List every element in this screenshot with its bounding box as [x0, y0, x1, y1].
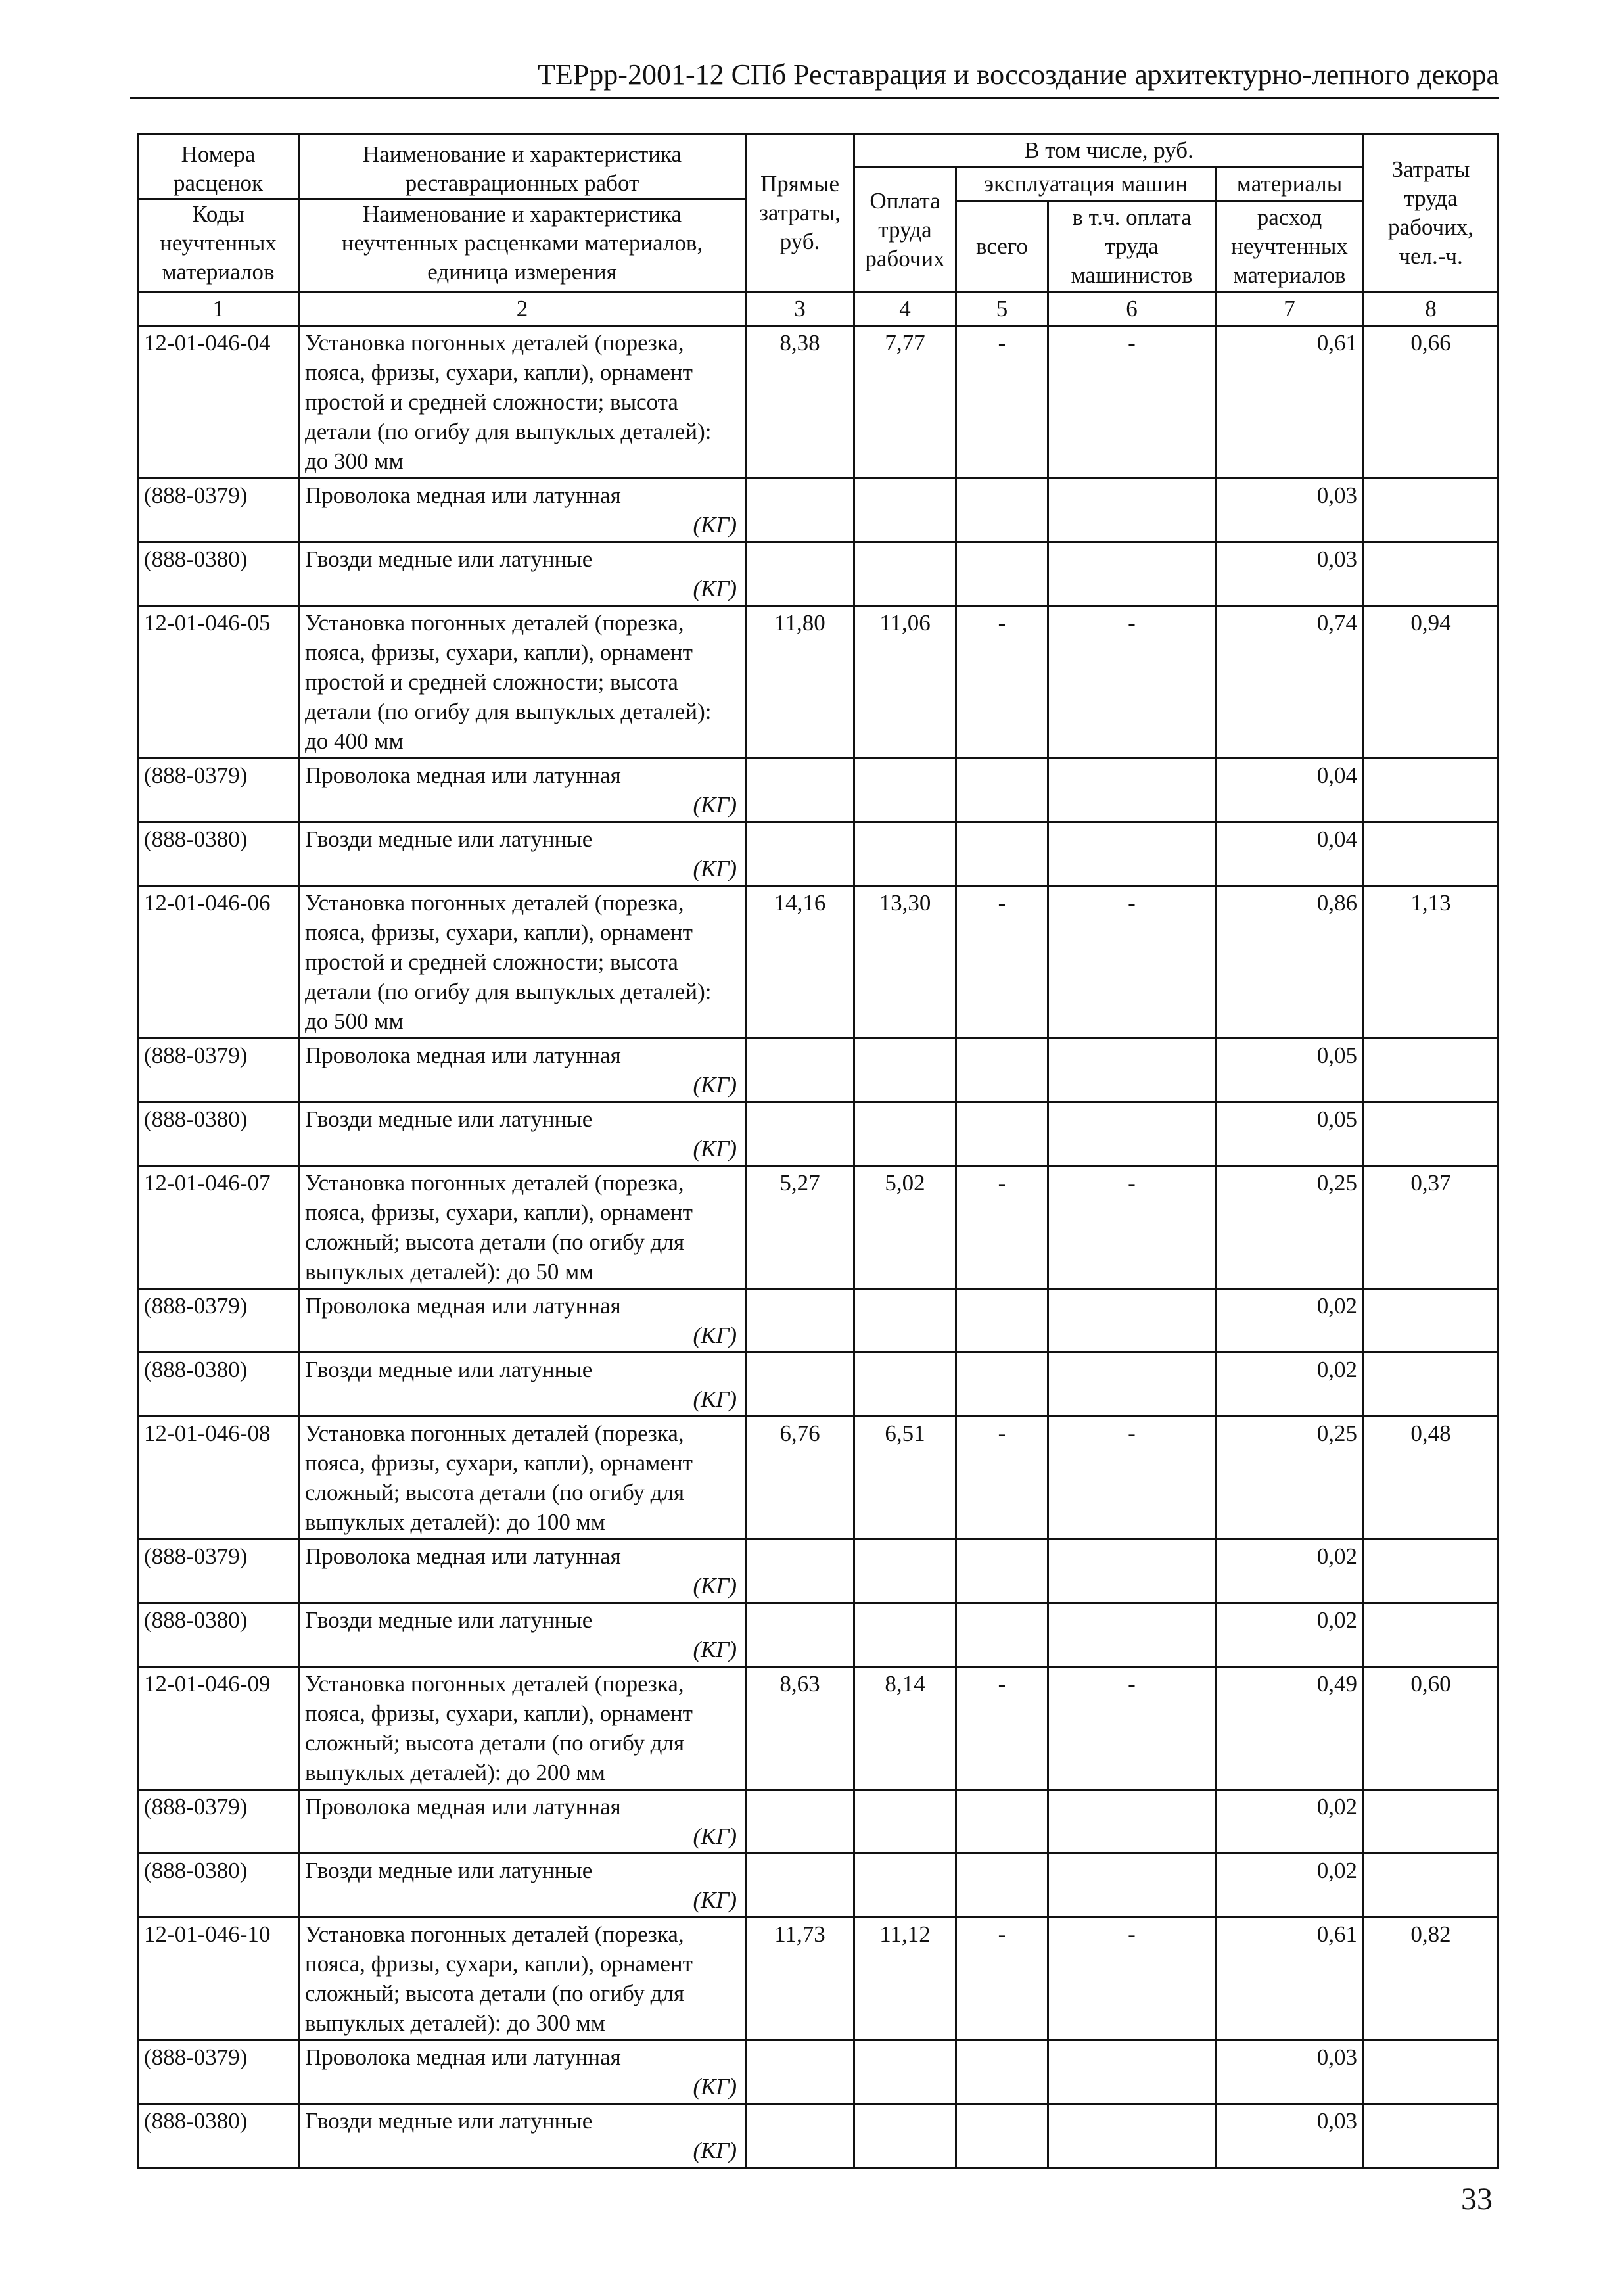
machine-cost: -: [956, 326, 1048, 479]
table-cell: [746, 1353, 854, 1417]
table-cell: [1048, 542, 1216, 606]
header-materialy: материалы: [1216, 168, 1364, 201]
machine-labor-cost: -: [1048, 1917, 1216, 2040]
material-unit: (КГ): [693, 856, 737, 881]
table-cell: [956, 822, 1048, 886]
header-rule: [130, 97, 1499, 99]
table-cell: [1364, 1102, 1498, 1166]
material-row: [138, 1353, 1498, 1417]
material-code: (888-0380): [138, 1854, 299, 1917]
labor-cost: 7,77: [854, 326, 956, 479]
rate-description: Установка погонных деталей (порезка, пояса, фризы, сухари, капли), орнамент простой и средней сложности; высота детали (по огибу для выпуклых деталей): до 400 мм: [299, 606, 746, 759]
table-cell: [854, 822, 956, 886]
material-name-cell: [299, 1289, 746, 1353]
table-cell: [956, 479, 1048, 542]
table-cell: [956, 1790, 1048, 1854]
material-unit: (КГ): [693, 1887, 737, 1913]
labor-cost: 8,14: [854, 1667, 956, 1790]
material-unit: (КГ): [693, 2138, 737, 2163]
material-unit: (КГ): [693, 512, 737, 538]
material-unit: (КГ): [693, 1573, 737, 1599]
table-cell: [1364, 1039, 1498, 1102]
material-row: [138, 822, 1498, 886]
table-cell: [746, 1790, 854, 1854]
material-quantity: 0,04: [1216, 822, 1364, 886]
labor-cost: 13,30: [854, 886, 956, 1039]
col-number: 8: [1364, 293, 1498, 326]
table-cell: [956, 1102, 1048, 1166]
table-cell: [1048, 1854, 1216, 1917]
material-quantity: 0,02: [1216, 1603, 1364, 1667]
rate-code: 12-01-046-09: [138, 1667, 299, 1790]
table-cell: [1364, 1289, 1498, 1353]
table-cell: [956, 542, 1048, 606]
material-name: Проволока медная или латунная: [305, 763, 621, 788]
table-row: [138, 886, 1498, 1039]
table-cell: [1048, 1539, 1216, 1603]
material-name: Гвозди медные или латунные: [305, 546, 593, 572]
material-unit: (КГ): [693, 1637, 737, 1662]
rate-description: Установка погонных деталей (порезка, пояса, фризы, сухари, капли), орнамент сложный; высота детали (по огибу для выпуклых деталей): до 100 мм: [299, 1417, 746, 1539]
material-code: (888-0380): [138, 1102, 299, 1166]
table-cell: [854, 1854, 956, 1917]
header-pryamye: Прямые затраты, руб.: [746, 134, 854, 293]
table-cell: [746, 1854, 854, 1917]
material-code: (888-0379): [138, 1539, 299, 1603]
material-quantity: 0,04: [1216, 759, 1364, 822]
material-name: Гвозди медные или латунные: [305, 2108, 593, 2134]
col-number: 6: [1048, 293, 1216, 326]
table-cell: [1048, 1289, 1216, 1353]
header-naim: Наименование и характеристика реставрационных работ: [362, 141, 682, 196]
table-cell: [854, 2104, 956, 2168]
machine-labor-cost: -: [1048, 1417, 1216, 1539]
table-cell: [956, 1289, 1048, 1353]
material-name-cell: [299, 1353, 746, 1417]
material-name: Проволока медная или латунная: [305, 1293, 621, 1319]
materials-cost: 0,25: [1216, 1166, 1364, 1289]
table-cell: [1364, 1854, 1498, 1917]
labor-hours: 0,48: [1364, 1417, 1498, 1539]
table-cell: [1364, 479, 1498, 542]
material-row: [138, 1603, 1498, 1667]
table-cell: [854, 1603, 956, 1667]
material-quantity: 0,03: [1216, 542, 1364, 606]
direct-cost: 11,80: [746, 606, 854, 759]
machine-cost: -: [956, 1917, 1048, 2040]
col-number: 7: [1216, 293, 1364, 326]
table-cell: [1364, 2040, 1498, 2104]
table-cell: [1048, 1102, 1216, 1166]
material-name: Проволока медная или латунная: [305, 482, 621, 508]
table-cell: [746, 1102, 854, 1166]
material-unit: (КГ): [693, 1386, 737, 1412]
rate-code: 12-01-046-06: [138, 886, 299, 1039]
material-row: [138, 759, 1498, 822]
table-cell: [746, 759, 854, 822]
table-row: [138, 326, 1498, 479]
table-cell: [956, 2104, 1048, 2168]
rate-description: Установка погонных деталей (порезка, пояса, фризы, сухари, капли), орнамент сложный; высота детали (по огибу для выпуклых деталей): до 300 мм: [299, 1917, 746, 2040]
machine-cost: -: [956, 606, 1048, 759]
labor-hours: 0,60: [1364, 1667, 1498, 1790]
table-cell: [1364, 822, 1498, 886]
material-row: [138, 479, 1498, 542]
material-name: Проволока медная или латунная: [305, 1543, 621, 1569]
table-row: [138, 1667, 1498, 1790]
table-cell: [956, 1603, 1048, 1667]
materials-cost: 0,74: [1216, 606, 1364, 759]
machine-labor-cost: -: [1048, 886, 1216, 1039]
machine-labor-cost: -: [1048, 1667, 1216, 1790]
direct-cost: 5,27: [746, 1166, 854, 1289]
table-cell: [1048, 1039, 1216, 1102]
table-cell: [746, 2040, 854, 2104]
material-code: (888-0380): [138, 822, 299, 886]
table-cell: [956, 1539, 1048, 1603]
labor-hours: 0,94: [1364, 606, 1498, 759]
table-cell: [746, 822, 854, 886]
material-code: (888-0379): [138, 1289, 299, 1353]
labor-cost: 6,51: [854, 1417, 956, 1539]
material-quantity: 0,02: [1216, 1539, 1364, 1603]
material-quantity: 0,03: [1216, 2040, 1364, 2104]
table-cell: [1048, 479, 1216, 542]
material-name: Гвозди медные или латунные: [305, 1858, 593, 1883]
rate-description: Установка погонных деталей (порезка, пояса, фризы, сухари, капли), орнамент простой и средней сложности; высота детали (по огибу для выпуклых деталей): до 300 мм: [299, 326, 746, 479]
table-cell: [854, 542, 956, 606]
table-cell: [1364, 759, 1498, 822]
material-unit: (КГ): [693, 792, 737, 818]
table-cell: [746, 2104, 854, 2168]
material-name-cell: [299, 542, 746, 606]
material-name-cell: [299, 1039, 746, 1102]
rate-code: 12-01-046-05: [138, 606, 299, 759]
labor-hours: 1,13: [1364, 886, 1498, 1039]
header-v-tom-chisle: В том числе, руб.: [854, 134, 1364, 168]
material-unit: (КГ): [693, 1323, 737, 1348]
table-cell: [854, 1353, 956, 1417]
material-quantity: 0,05: [1216, 1039, 1364, 1102]
table-cell: [746, 1289, 854, 1353]
material-name-cell: [299, 822, 746, 886]
material-name-cell: [299, 1539, 746, 1603]
direct-cost: 6,76: [746, 1417, 854, 1539]
material-unit: (КГ): [693, 1136, 737, 1162]
rate-code: 12-01-046-07: [138, 1166, 299, 1289]
machine-cost: -: [956, 1667, 1048, 1790]
header-codes-cell: [138, 134, 299, 293]
material-code: (888-0379): [138, 2040, 299, 2104]
page-header-title: ТЕРрр-2001-12 СПб Реставрация и воссоздание архитектурно-лепного декора: [538, 59, 1499, 91]
material-row: [138, 1790, 1498, 1854]
rates-body: [138, 326, 1498, 2168]
material-unit: (КГ): [693, 2074, 737, 2100]
material-code: (888-0380): [138, 1353, 299, 1417]
rate-code: 12-01-046-04: [138, 326, 299, 479]
machine-cost: -: [956, 1417, 1048, 1539]
material-name: Проволока медная или латунная: [305, 2044, 621, 2070]
material-row: [138, 1039, 1498, 1102]
labor-hours: 0,66: [1364, 326, 1498, 479]
material-code: (888-0380): [138, 542, 299, 606]
table-cell: [956, 2040, 1048, 2104]
table-cell: [1048, 1603, 1216, 1667]
materials-cost: 0,25: [1216, 1417, 1364, 1539]
rate-code: 12-01-046-10: [138, 1917, 299, 2040]
labor-hours: 0,37: [1364, 1166, 1498, 1289]
material-row: [138, 1854, 1498, 1917]
material-code: (888-0379): [138, 1039, 299, 1102]
table-cell: [854, 1539, 956, 1603]
material-name: Гвозди медные или латунные: [305, 1106, 593, 1132]
table-cell: [1048, 1353, 1216, 1417]
table-cell: [746, 1539, 854, 1603]
direct-cost: 14,16: [746, 886, 854, 1039]
direct-cost: 8,63: [746, 1667, 854, 1790]
table-cell: [956, 1854, 1048, 1917]
material-code: (888-0379): [138, 479, 299, 542]
material-quantity: 0,02: [1216, 1854, 1364, 1917]
col-number: 1: [138, 293, 299, 326]
table-cell: [1364, 1539, 1498, 1603]
table-cell: [854, 479, 956, 542]
table-cell: [854, 1039, 956, 1102]
table-cell: [1364, 1353, 1498, 1417]
header-kody: Коды неучтенных материалов: [139, 198, 298, 287]
header-ekspl: эксплуатация машин: [956, 168, 1216, 201]
materials-cost: 0,61: [1216, 326, 1364, 479]
material-quantity: 0,03: [1216, 2104, 1364, 2168]
labor-hours: 0,82: [1364, 1917, 1498, 2040]
material-name-cell: [299, 1790, 746, 1854]
table-cell: [956, 1039, 1048, 1102]
labor-cost: 11,12: [854, 1917, 956, 2040]
material-row: [138, 1102, 1498, 1166]
machine-cost: -: [956, 1166, 1048, 1289]
col-number: 4: [854, 293, 956, 326]
material-name: Гвозди медные или латунные: [305, 826, 593, 852]
header-rashod: расход неучтенных материалов: [1216, 201, 1364, 293]
table-cell: [956, 1353, 1048, 1417]
header-vtch: в т.ч. оплата труда машинистов: [1048, 201, 1216, 293]
material-code: (888-0380): [138, 2104, 299, 2168]
machine-cost: -: [956, 886, 1048, 1039]
table-cell: [1364, 1603, 1498, 1667]
labor-cost: 5,02: [854, 1166, 956, 1289]
table-row: [138, 1917, 1498, 2040]
table-cell: [1048, 822, 1216, 886]
material-unit: (КГ): [693, 1823, 737, 1849]
machine-labor-cost: -: [1048, 326, 1216, 479]
table-cell: [1048, 759, 1216, 822]
table-cell: [1364, 2104, 1498, 2168]
col-number: 3: [746, 293, 854, 326]
material-name-cell: [299, 1102, 746, 1166]
header-vsego: всего: [956, 201, 1048, 293]
table-cell: [854, 759, 956, 822]
machine-labor-cost: -: [1048, 1166, 1216, 1289]
rate-description: Установка погонных деталей (порезка, пояса, фризы, сухари, капли), орнамент сложный; высота детали (по огибу для выпуклых деталей): до 50 мм: [299, 1166, 746, 1289]
material-row: [138, 2104, 1498, 2168]
direct-cost: 11,73: [746, 1917, 854, 2040]
col-number: 2: [299, 293, 746, 326]
material-quantity: 0,03: [1216, 479, 1364, 542]
table-row: [138, 1166, 1498, 1289]
table-row: [138, 606, 1498, 759]
table-cell: [1364, 542, 1498, 606]
material-name-cell: [299, 759, 746, 822]
material-name-cell: [299, 2040, 746, 2104]
rate-description: Установка погонных деталей (порезка, пояса, фризы, сухари, капли), орнамент простой и средней сложности; высота детали (по огибу для выпуклых деталей): до 500 мм: [299, 886, 746, 1039]
material-name-cell: [299, 479, 746, 542]
material-quantity: 0,02: [1216, 1289, 1364, 1353]
header-names-cell: [299, 134, 746, 293]
rate-code: 12-01-046-08: [138, 1417, 299, 1539]
page-number: 33: [1461, 2182, 1493, 2217]
table-cell: [1048, 2040, 1216, 2104]
col-number: 5: [956, 293, 1048, 326]
table-cell: [1048, 2104, 1216, 2168]
table-row: [138, 1417, 1498, 1539]
table-cell: [746, 542, 854, 606]
material-quantity: 0,02: [1216, 1353, 1364, 1417]
material-name-cell: [299, 1603, 746, 1667]
material-quantity: 0,02: [1216, 1790, 1364, 1854]
rate-description: Установка погонных деталей (порезка, пояса, фризы, сухари, капли), орнамент сложный; высота детали (по огибу для выпуклых деталей): до 200 мм: [299, 1667, 746, 1790]
table-cell: [956, 759, 1048, 822]
material-name-cell: [299, 2104, 746, 2168]
material-row: [138, 1539, 1498, 1603]
material-row: [138, 542, 1498, 606]
header-naim2: Наименование и характеристика неучтенных расценками материалов, единица измерения: [300, 198, 745, 287]
labor-cost: 11,06: [854, 606, 956, 759]
table-cell: [1048, 1790, 1216, 1854]
material-name: Проволока медная или латунная: [305, 1043, 621, 1068]
material-unit: (КГ): [693, 1072, 737, 1098]
table-cell: [746, 1039, 854, 1102]
material-name: Гвозди медные или латунные: [305, 1607, 593, 1633]
material-quantity: 0,05: [1216, 1102, 1364, 1166]
material-row: [138, 2040, 1498, 2104]
material-unit: (КГ): [693, 576, 737, 601]
header-zatraty: Затраты труда рабочих, чел.-ч.: [1364, 134, 1498, 293]
material-name-cell: [299, 1854, 746, 1917]
material-code: (888-0379): [138, 759, 299, 822]
table-cell: [854, 1790, 956, 1854]
table-cell: [854, 2040, 956, 2104]
header-oplata: Оплата труда рабочих: [854, 168, 956, 293]
table-cell: [1364, 1790, 1498, 1854]
rates-table: [137, 133, 1499, 2169]
materials-cost: 0,61: [1216, 1917, 1364, 2040]
machine-labor-cost: -: [1048, 606, 1216, 759]
material-code: (888-0379): [138, 1790, 299, 1854]
material-row: [138, 1289, 1498, 1353]
header-nomera: Номера расценок: [173, 141, 264, 196]
table-cell: [746, 479, 854, 542]
material-code: (888-0380): [138, 1603, 299, 1667]
table-cell: [746, 1603, 854, 1667]
material-name: Гвозди медные или латунные: [305, 1357, 593, 1382]
materials-cost: 0,49: [1216, 1667, 1364, 1790]
table-cell: [854, 1102, 956, 1166]
material-name: Проволока медная или латунная: [305, 1794, 621, 1819]
table-cell: [854, 1289, 956, 1353]
direct-cost: 8,38: [746, 326, 854, 479]
materials-cost: 0,86: [1216, 886, 1364, 1039]
